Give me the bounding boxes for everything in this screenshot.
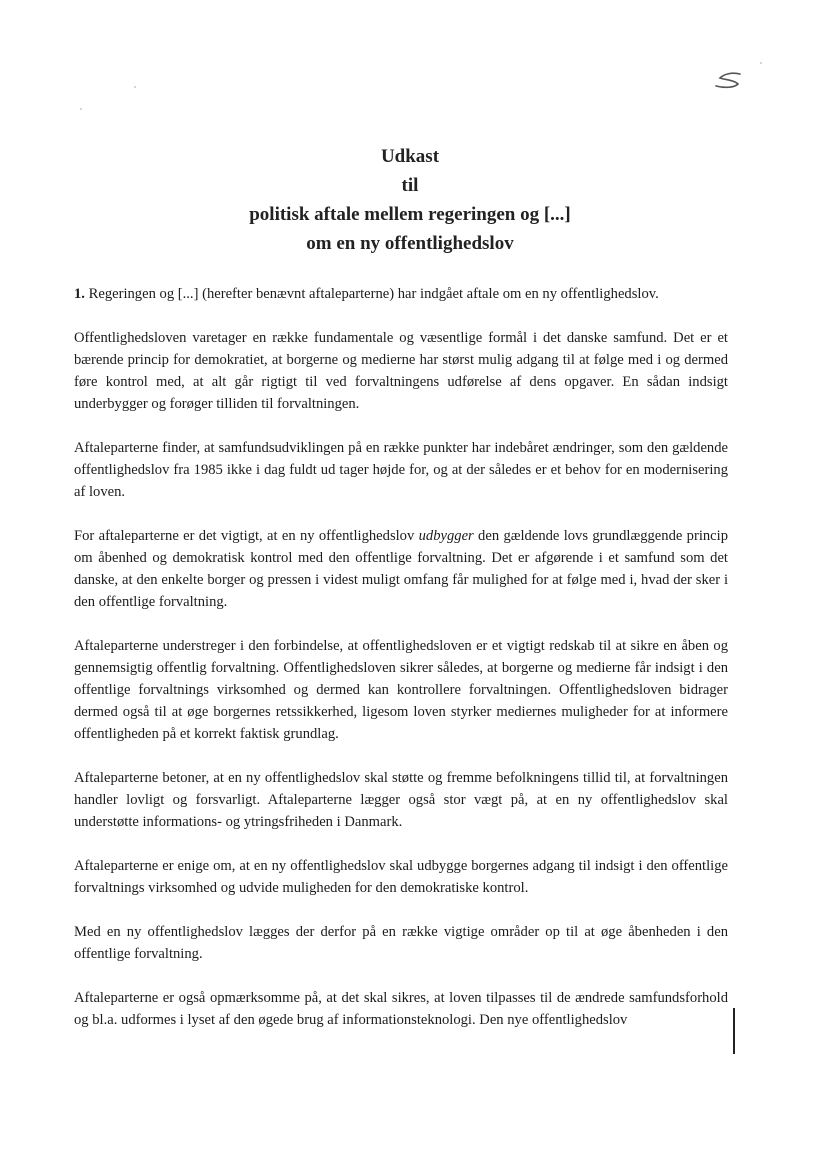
paragraph-4 [74, 525, 728, 613]
title-line-2: til [401, 175, 419, 196]
title-line-3: politisk aftale mellem regeringen og [...] [249, 204, 571, 225]
paragraph-1 [74, 283, 728, 305]
emphasized-word: udbygger [418, 528, 474, 544]
title-line-1: Udkast [380, 146, 440, 167]
margin-change-bar [733, 1008, 735, 1054]
document-body [74, 283, 728, 1053]
scan-speck [80, 108, 82, 110]
document-title [160, 142, 660, 258]
handwritten-page-number [712, 66, 746, 100]
section-number: 1. [74, 286, 85, 302]
paragraph-2: Offentlighedsloven varetager en række fundamentale og væsentlige formål i det danske samfund. Det er et bærende princip for demokratiet, at borgerne og medierne har størst mulig adgang til at følge med i og dermed føre kontrol med, at alt går rigtigt til ved forvaltningens udførelse af dens opgaver. En sådan indsigt underbygger og forøger tilliden til forvaltningen. [74, 330, 728, 412]
paragraph-7: Aftaleparterne er enige om, at en ny offentlighedslov skal udbygge borgernes adgang til indsigt i den offentlige forvaltnings virksomhed og udvide muligheden for den demokratiske kontrol. [74, 858, 728, 896]
paragraph-text: Regeringen og [...] (herefter benævnt aftaleparterne) har indgået aftale om en ny offentlighedslov. [88, 286, 659, 302]
paragraph-9: Aftaleparterne er også opmærksomme på, at det skal sikres, at loven tilpasses til de ændrede samfundsforhold og bl.a. udformes i lyset af den øgede brug af informationsteknologi. Den nye offentlighedslov [74, 990, 728, 1028]
paragraph-text: For aftaleparterne er det vigtigt, at en ny offentlighedslov [74, 528, 419, 544]
paragraph-8: Med en ny offentlighedslov lægges der derfor på en række vigtige områder op til at øge åbenheden i den offentlige forvaltning. [74, 924, 728, 962]
paragraph-3: Aftaleparterne finder, at samfundsudviklingen på en række punkter har indebåret ændringer, som den gældende offentlighedslov fra 1985 ikke i dag fuldt ud tager højde for, og at der således er et behov for en modernisering af loven. [74, 440, 728, 500]
paragraph-6: Aftaleparterne betoner, at en ny offentlighedslov skal støtte og fremme befolkningens tillid til, at forvaltningen handler lovligt og forsvarligt. Aftaleparterne lægger også stor vægt på, at en ny offentlighedslov skal understøtte informations- og ytringsfriheden i Danmark. [74, 770, 728, 830]
scan-speck [760, 62, 762, 64]
paragraph-text: den gældende lovs grundlæggende princip om åbenhed og demokratisk kontrol med den offentlige forvaltning. Det er afgørende i et samfund som det danske, at den enkelte borger og pressen i videst muligt omfang får mulighed for at følge med i, hvad der sker i den offentlige forvaltning. [74, 528, 728, 610]
paragraph-5: Aftaleparterne understreger i den forbindelse, at offentlighedsloven er et vigtigt redskab til at sikre en åben og gennemsigtig offentlig forvaltning. Offentlighedsloven sikrer således, at borgerne og medierne får indsigt i den offentlige forvaltnings virksomhed og dermed kan kontrollere forvaltningen. Offentlighedsloven bidrager dermed også til at øge borgernes retssikkerhed, ligesom loven styrker mediernes muligheder for at informere offentligheden på et korrekt faktisk grundlag. [74, 638, 728, 742]
title-line-4: om en ny offentlighedslov [306, 233, 514, 254]
scan-speck [134, 86, 136, 88]
